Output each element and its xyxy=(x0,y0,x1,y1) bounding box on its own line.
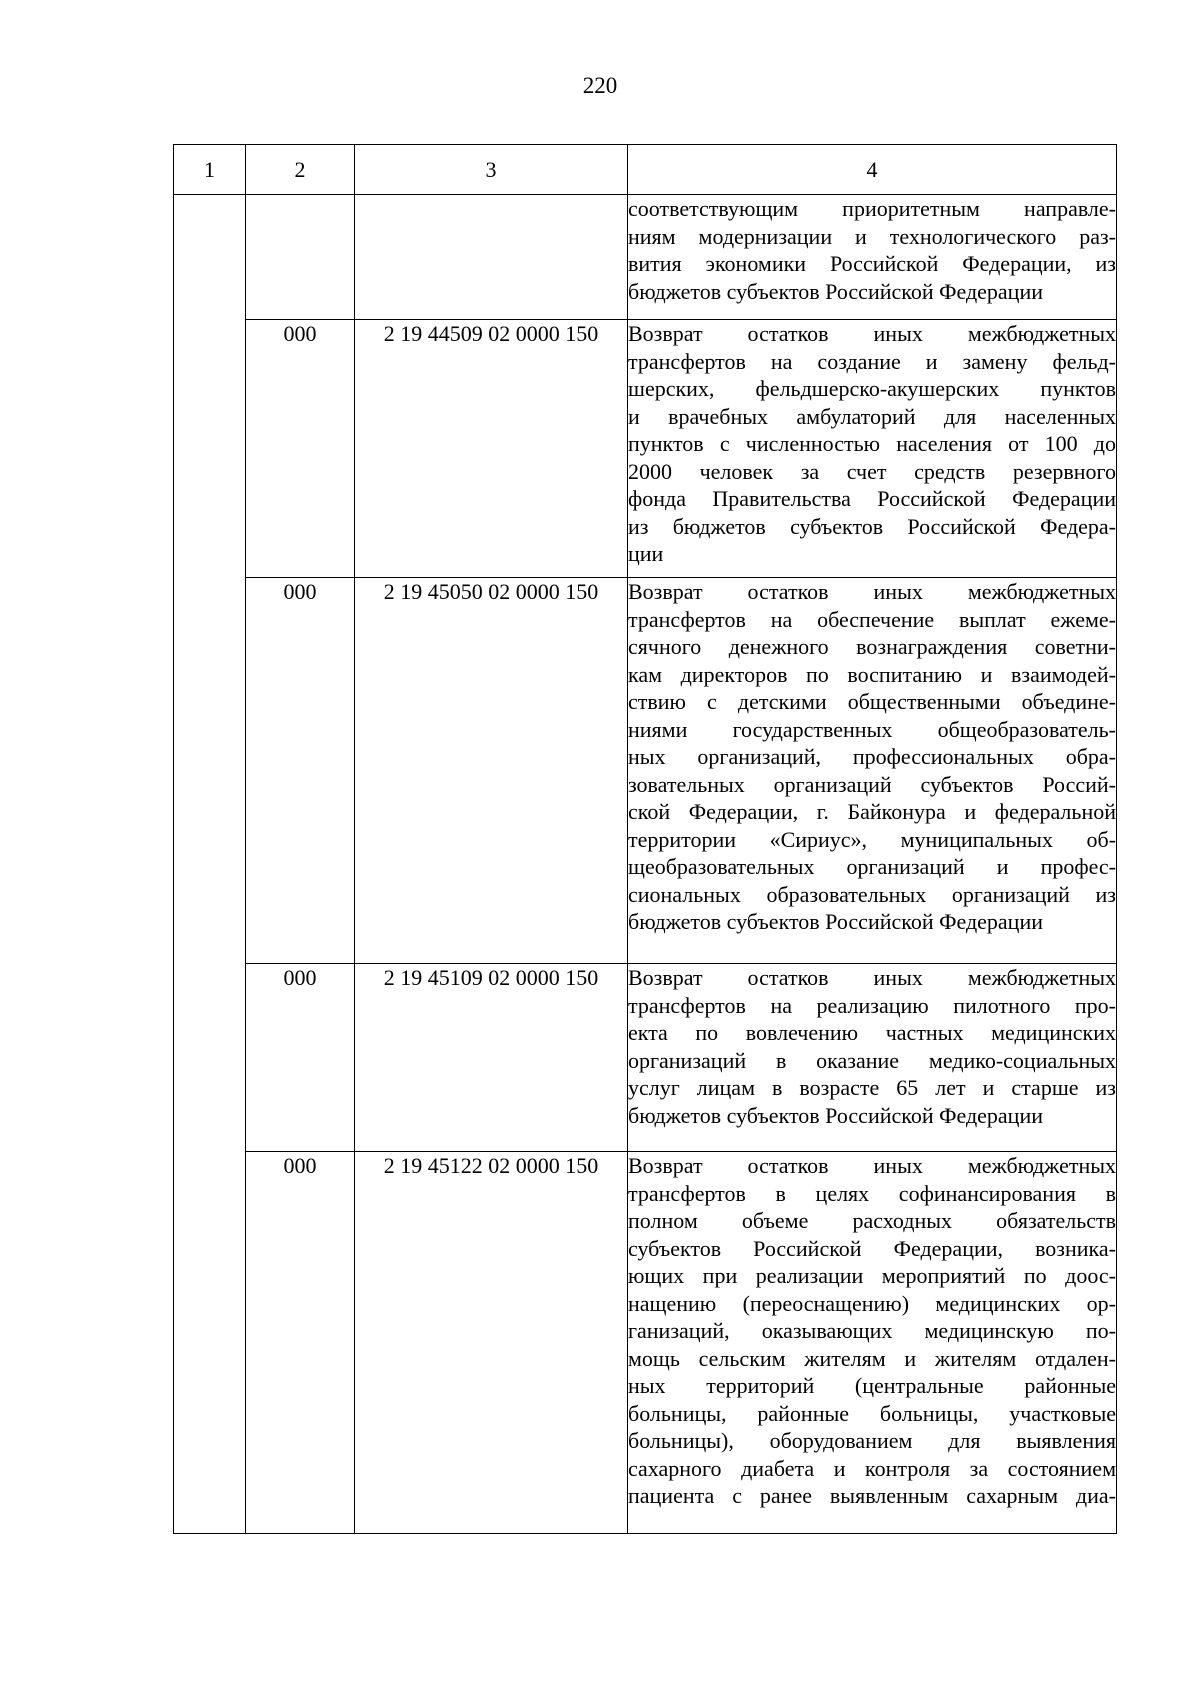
description-line: сахарного диабета и контроля за состоянием xyxy=(628,1455,1116,1481)
table-cell-budget-code: 2 19 45122 02 0000 150 xyxy=(355,1152,628,1534)
column-header-4: 4 xyxy=(628,145,1117,195)
description-line: территории «Сириус», муниципальных об- xyxy=(628,826,1116,852)
description-line: пунктов с численностью населения от 100 до xyxy=(628,431,1116,456)
table-row xyxy=(174,1152,1117,1534)
description-line: кам директоров по воспитанию и взаимодей- xyxy=(628,661,1116,687)
table-cell-code: 000 xyxy=(246,320,355,578)
description-line: нащению (переоснащению) медицинских ор- xyxy=(628,1290,1116,1316)
table-cell-code: 000 xyxy=(246,964,355,1152)
table-row xyxy=(174,578,1117,964)
table-header-row xyxy=(174,145,1117,195)
table-row xyxy=(174,320,1117,578)
description-line: из бюджетов субъектов Российской Федера- xyxy=(628,513,1116,539)
description-line: ных территорий (центральные районные xyxy=(628,1373,1116,1398)
description-line: больницы), оборудованием для выявления xyxy=(628,1428,1116,1453)
table-cell-budget-code: 2 19 45050 02 0000 150 xyxy=(355,578,628,964)
description-line: бюджетов субъектов Российской Федерации xyxy=(628,1102,1043,1128)
table-row-continuation xyxy=(174,195,1117,320)
description-line: Возврат остатков иных межбюджетных xyxy=(628,965,1116,990)
column-header-3: 3 xyxy=(355,145,628,195)
description-line: ской Федерации, г. Байконура и федеральной xyxy=(628,799,1116,824)
description-line: Возврат остатков иных межбюджетных xyxy=(628,579,1116,604)
description-line: ющих при реализации мероприятий по доос- xyxy=(628,1263,1116,1288)
description-line: полном объеме расходных обязательств xyxy=(628,1208,1116,1233)
column-1-merged-cell xyxy=(174,195,246,1534)
table-cell-description xyxy=(628,195,1117,320)
description-line: сячного денежного вознаграждения советни- xyxy=(628,634,1116,659)
page-number: 220 xyxy=(582,73,618,98)
table-cell-budget-code xyxy=(355,195,628,320)
description-line: бюджетов субъектов Российской Федерации xyxy=(628,278,1043,304)
description-line: и врачебных амбулаторий для населенных xyxy=(628,403,1116,429)
column-header-1: 1 xyxy=(174,145,246,195)
description-line: ганизаций, оказывающих медицинскую по- xyxy=(628,1318,1116,1343)
description-line: больницы, районные больницы, участковые xyxy=(628,1400,1116,1426)
table-cell-description xyxy=(628,1152,1117,1534)
column-header-2: 2 xyxy=(246,145,355,195)
table-cell-code: 000 xyxy=(246,578,355,964)
table-cell-budget-code: 2 19 45109 02 0000 150 xyxy=(355,964,628,1152)
description-line: трансфертов на создание и замену фельд- xyxy=(628,348,1116,374)
table-row xyxy=(174,964,1117,1152)
description-line: бюджетов субъектов Российской Федерации xyxy=(628,909,1043,934)
description-line: 2000 человек за счет средств резервного xyxy=(628,458,1116,484)
description-line: соответствующим приоритетным направле- xyxy=(628,196,1116,221)
description-line: Возврат остатков иных межбюджетных xyxy=(628,1153,1116,1178)
description-line: ных организаций, профессиональных обра- xyxy=(628,744,1116,769)
table-cell-description xyxy=(628,964,1117,1152)
description-line: шерских, фельдшерско-акушерских пунктов xyxy=(628,376,1116,401)
description-line: зовательных организаций субъектов Россий- xyxy=(628,771,1116,797)
table-cell-code xyxy=(246,195,355,320)
description-line: ции xyxy=(628,541,664,566)
description-line: фонда Правительства Российской Федерации xyxy=(628,486,1116,511)
description-line: субъектов Российской Федерации, возника- xyxy=(628,1235,1116,1261)
description-line: ниями государственных общеобразователь- xyxy=(628,716,1116,742)
table-cell-code: 000 xyxy=(246,1152,355,1534)
description-line: сиональных образовательных организаций из xyxy=(628,881,1116,907)
description-line: вития экономики Российской Федерации, из xyxy=(628,251,1116,276)
description-line: услуг лицам в возрасте 65 лет и старше из xyxy=(628,1075,1116,1100)
description-line: трансфертов на реализацию пилотного про- xyxy=(628,992,1116,1018)
budget-codes-table xyxy=(173,144,1117,1534)
description-line: трансфертов в целях софинансирования в xyxy=(628,1180,1116,1206)
description-line: трансфертов на обеспечение выплат ежеме- xyxy=(628,606,1116,632)
description-line: екта по вовлечению частных медицинских xyxy=(628,1020,1116,1045)
description-line: ствию с детскими общественными объедине- xyxy=(628,689,1116,714)
description-line: ниям модернизации и технологического раз- xyxy=(628,223,1116,249)
table-cell-description xyxy=(628,320,1117,578)
description-line: организаций в оказание медико-социальных xyxy=(628,1047,1116,1073)
table-cell-budget-code: 2 19 44509 02 0000 150 xyxy=(355,320,628,578)
description-line: щеобразовательных организаций и профес- xyxy=(628,854,1116,879)
table-cell-description xyxy=(628,578,1117,964)
description-line: пациента с ранее выявленным сахарным диа- xyxy=(628,1483,1116,1508)
description-line: Возврат остатков иных межбюджетных xyxy=(628,321,1116,346)
description-line: мощь сельским жителям и жителям отдален- xyxy=(628,1345,1116,1371)
